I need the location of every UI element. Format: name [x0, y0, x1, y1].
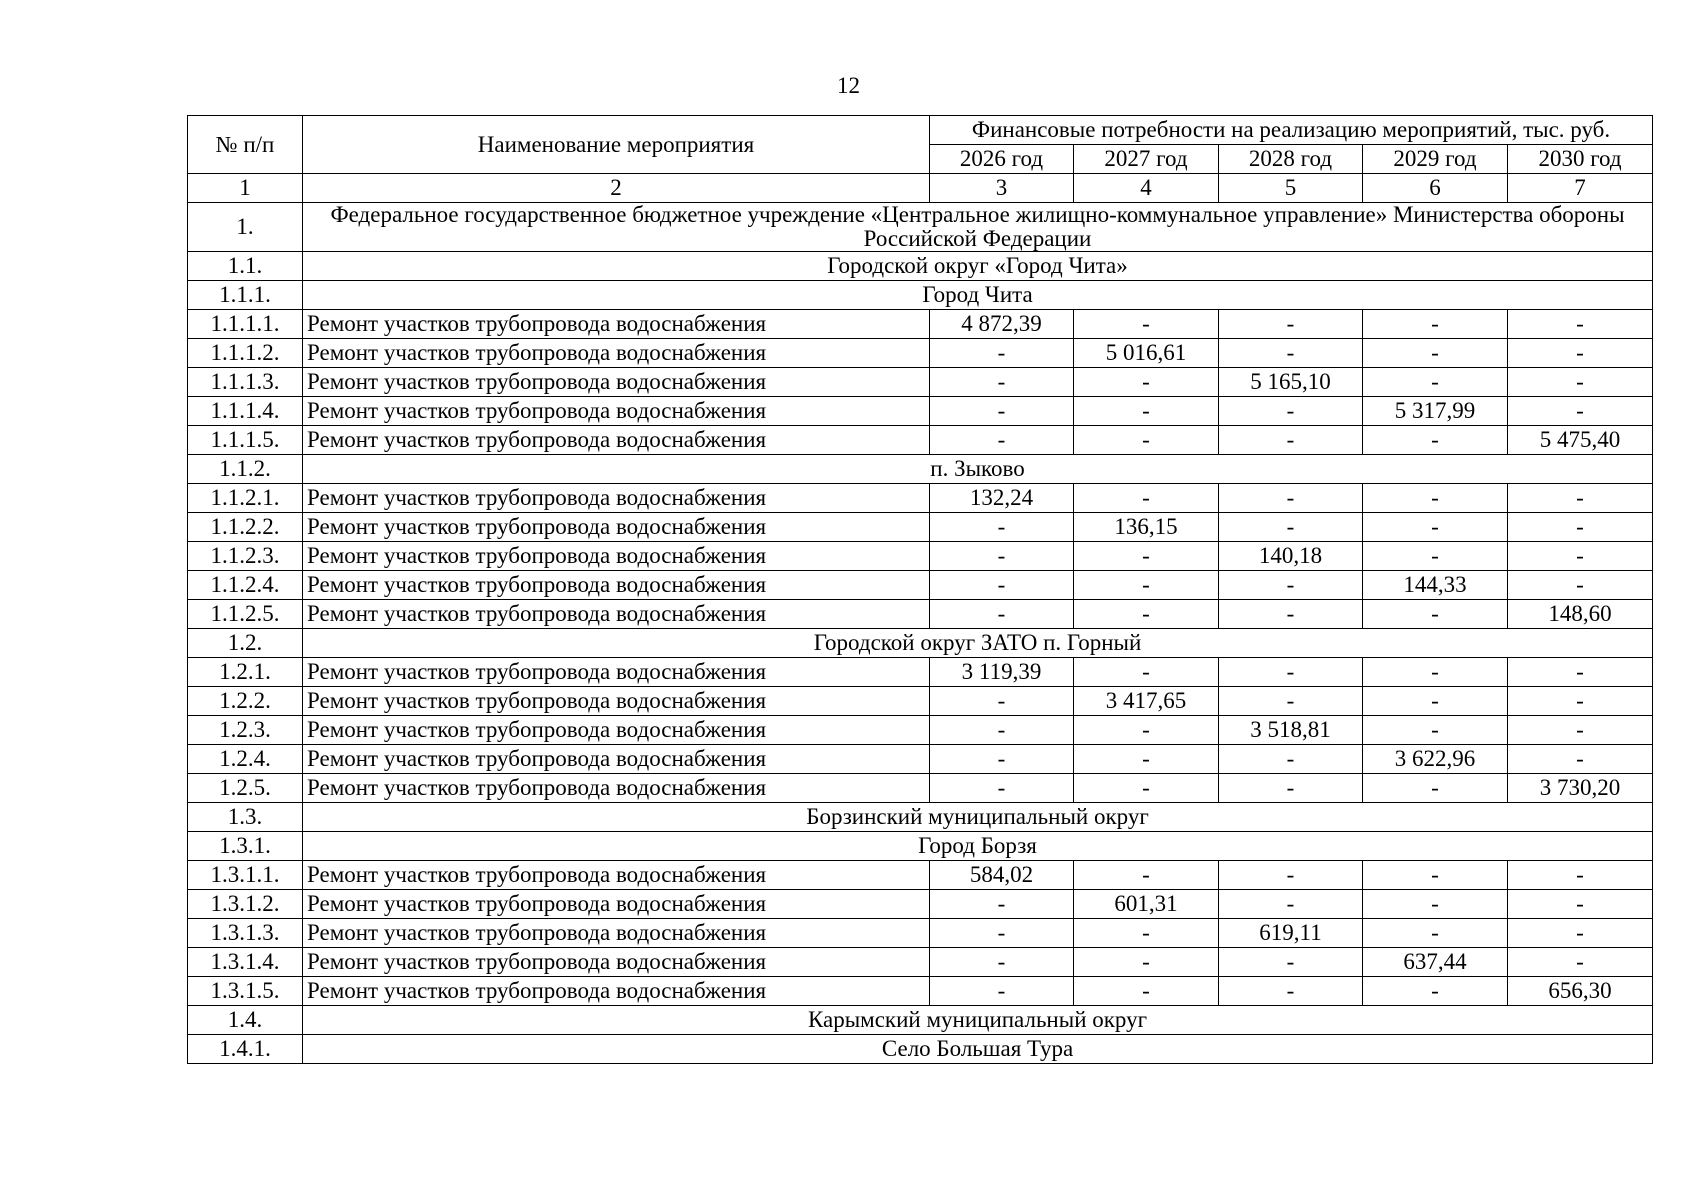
value-cell: - — [1508, 513, 1653, 542]
value-cell: - — [930, 513, 1074, 542]
value-cell: - — [1363, 658, 1508, 687]
value-cell: - — [1508, 948, 1653, 977]
measure-name: Ремонт участков трубопровода водоснабжения — [303, 339, 930, 368]
value-cell: - — [1363, 513, 1508, 542]
section-row — [188, 281, 1653, 310]
table-row — [188, 426, 1653, 455]
table-row — [188, 977, 1653, 1006]
value-cell: - — [930, 571, 1074, 600]
row-number: 1.3.1.3. — [188, 919, 303, 948]
value-cell: 619,11 — [1219, 919, 1363, 948]
value-cell: - — [1508, 716, 1653, 745]
value-cell: 5 317,99 — [1363, 397, 1508, 426]
value-cell: - — [930, 977, 1074, 1006]
value-cell: 637,44 — [1363, 948, 1508, 977]
value-cell: - — [1219, 658, 1363, 687]
table-row — [188, 484, 1653, 513]
row-number: 1.1.1.4. — [188, 397, 303, 426]
row-number: 1.3.1.1. — [188, 861, 303, 890]
value-cell: 3 417,65 — [1074, 687, 1219, 716]
value-cell: - — [1219, 339, 1363, 368]
col-number: 6 — [1363, 174, 1508, 203]
row-number: 1.2.4. — [188, 745, 303, 774]
table-row — [188, 861, 1653, 890]
page-number: 12 — [837, 73, 860, 98]
value-cell: - — [1508, 397, 1653, 426]
value-cell: - — [930, 890, 1074, 919]
value-cell: - — [1219, 890, 1363, 919]
row-number: 1.3.1. — [188, 832, 303, 861]
value-cell: 3 730,20 — [1508, 774, 1653, 803]
table-row — [188, 948, 1653, 977]
measure-name: Ремонт участков трубопровода водоснабжения — [303, 368, 930, 397]
value-cell: - — [1363, 890, 1508, 919]
value-cell: - — [1219, 861, 1363, 890]
value-cell: 144,33 — [1363, 571, 1508, 600]
row-number: 1.4.1. — [188, 1035, 303, 1064]
value-cell: - — [1508, 368, 1653, 397]
table-row — [188, 397, 1653, 426]
value-cell: - — [1219, 745, 1363, 774]
value-cell: - — [1363, 310, 1508, 339]
value-cell: - — [1219, 513, 1363, 542]
table-row — [188, 513, 1653, 542]
row-number: 1.3.1.4. — [188, 948, 303, 977]
measure-name: Ремонт участков трубопровода водоснабжения — [303, 774, 930, 803]
row-number: 1.1.2.2. — [188, 513, 303, 542]
value-cell: - — [930, 774, 1074, 803]
section-row — [188, 832, 1653, 861]
measure-name: Ремонт участков трубопровода водоснабжения — [303, 542, 930, 571]
value-cell: - — [1074, 774, 1219, 803]
table-row — [188, 571, 1653, 600]
row-number: 1.1.2.5. — [188, 600, 303, 629]
section-row — [188, 252, 1653, 281]
table-row — [188, 745, 1653, 774]
value-cell: - — [1219, 571, 1363, 600]
value-cell: - — [1363, 542, 1508, 571]
value-cell: 148,60 — [1508, 600, 1653, 629]
value-cell: - — [1508, 687, 1653, 716]
table-row — [188, 542, 1653, 571]
value-cell: - — [1363, 977, 1508, 1006]
value-cell: - — [1508, 890, 1653, 919]
col-number: 2 — [303, 174, 930, 203]
value-cell: - — [1074, 600, 1219, 629]
value-cell: - — [930, 397, 1074, 426]
header-name-col: Наименование мероприятия — [303, 116, 930, 174]
value-cell: - — [930, 687, 1074, 716]
row-number: 1.1.1.2. — [188, 339, 303, 368]
table-row — [188, 600, 1653, 629]
measure-name: Ремонт участков трубопровода водоснабжения — [303, 919, 930, 948]
section-row — [188, 629, 1653, 658]
header-year: 2029 год — [1363, 145, 1508, 174]
value-cell: 584,02 — [930, 861, 1074, 890]
value-cell: - — [1363, 774, 1508, 803]
value-cell: - — [1363, 426, 1508, 455]
value-cell: - — [930, 600, 1074, 629]
row-number: 1.1. — [188, 252, 303, 281]
measure-name: Ремонт участков трубопровода водоснабжения — [303, 745, 930, 774]
section-title: Городской округ «Город Чита» — [303, 252, 1653, 281]
header-row-top — [188, 116, 1653, 145]
value-cell: - — [930, 339, 1074, 368]
value-cell: - — [1074, 919, 1219, 948]
measure-name: Ремонт участков трубопровода водоснабжения — [303, 948, 930, 977]
header-year: 2027 год — [1074, 145, 1219, 174]
section-row — [188, 1035, 1653, 1064]
value-cell: - — [1074, 977, 1219, 1006]
value-cell: - — [1074, 948, 1219, 977]
row-number: 1.3.1.2. — [188, 890, 303, 919]
section-row — [188, 203, 1653, 252]
value-cell: - — [1219, 687, 1363, 716]
value-cell: - — [1219, 397, 1363, 426]
col-number: 4 — [1074, 174, 1219, 203]
value-cell: - — [1508, 484, 1653, 513]
measure-name: Ремонт участков трубопровода водоснабжения — [303, 310, 930, 339]
section-title: Федеральное государственное бюджетное учреждение «Центральное жилищно-коммунальное управление» Министерства обороны Российской Федерации — [303, 203, 1653, 252]
value-cell: - — [1363, 861, 1508, 890]
col-number: 1 — [188, 174, 303, 203]
header-row-col-numbers — [188, 174, 1653, 203]
header-num-col: № п/п — [188, 116, 303, 174]
value-cell: 5 475,40 — [1508, 426, 1653, 455]
measure-name: Ремонт участков трубопровода водоснабжения — [303, 513, 930, 542]
value-cell: - — [1508, 571, 1653, 600]
value-cell: - — [1219, 948, 1363, 977]
value-cell: - — [1074, 745, 1219, 774]
col-number: 5 — [1219, 174, 1363, 203]
value-cell: - — [1363, 484, 1508, 513]
measure-name: Ремонт участков трубопровода водоснабжения — [303, 716, 930, 745]
measure-name: Ремонт участков трубопровода водоснабжения — [303, 890, 930, 919]
row-number: 1. — [188, 203, 303, 252]
measure-name: Ремонт участков трубопровода водоснабжения — [303, 484, 930, 513]
row-number: 1.1.1.1. — [188, 310, 303, 339]
value-cell: 5 016,61 — [1074, 339, 1219, 368]
value-cell: - — [930, 426, 1074, 455]
value-cell: - — [1219, 310, 1363, 339]
table-row — [188, 368, 1653, 397]
section-title: Карымский муниципальный округ — [303, 1006, 1653, 1035]
value-cell: - — [1508, 339, 1653, 368]
header-finance-group: Финансовые потребности на реализацию мероприятий, тыс. руб. — [930, 116, 1653, 145]
value-cell: - — [1074, 426, 1219, 455]
value-cell: 132,24 — [930, 484, 1074, 513]
table-row — [188, 687, 1653, 716]
header-year: 2028 год — [1219, 145, 1363, 174]
value-cell: - — [1508, 310, 1653, 339]
value-cell: - — [1363, 600, 1508, 629]
section-row — [188, 455, 1653, 484]
value-cell: 140,18 — [1219, 542, 1363, 571]
header-year: 2030 год — [1508, 145, 1653, 174]
measure-name: Ремонт участков трубопровода водоснабжения — [303, 397, 930, 426]
value-cell: - — [1219, 600, 1363, 629]
row-number: 1.2.5. — [188, 774, 303, 803]
table-row — [188, 774, 1653, 803]
measure-name: Ремонт участков трубопровода водоснабжения — [303, 658, 930, 687]
value-cell: 3 622,96 — [1363, 745, 1508, 774]
value-cell: - — [1074, 571, 1219, 600]
table-row — [188, 339, 1653, 368]
value-cell: - — [930, 948, 1074, 977]
value-cell: - — [1074, 542, 1219, 571]
value-cell: - — [1074, 658, 1219, 687]
value-cell: - — [930, 919, 1074, 948]
value-cell: - — [1074, 368, 1219, 397]
row-number: 1.4. — [188, 1006, 303, 1035]
row-number: 1.1.2.4. — [188, 571, 303, 600]
value-cell: - — [1074, 716, 1219, 745]
row-number: 1.1.2. — [188, 455, 303, 484]
value-cell: - — [1363, 919, 1508, 948]
table-row — [188, 658, 1653, 687]
value-cell: - — [1074, 397, 1219, 426]
row-number: 1.1.2.1. — [188, 484, 303, 513]
measure-name: Ремонт участков трубопровода водоснабжения — [303, 571, 930, 600]
value-cell: - — [1219, 977, 1363, 1006]
measure-name: Ремонт участков трубопровода водоснабжения — [303, 977, 930, 1006]
value-cell: 136,15 — [1074, 513, 1219, 542]
value-cell: 601,31 — [1074, 890, 1219, 919]
measure-name: Ремонт участков трубопровода водоснабжения — [303, 687, 930, 716]
value-cell: - — [1219, 484, 1363, 513]
value-cell: 5 165,10 — [1219, 368, 1363, 397]
section-title: Город Борзя — [303, 832, 1653, 861]
value-cell: - — [1508, 658, 1653, 687]
value-cell: - — [1219, 426, 1363, 455]
value-cell: - — [1363, 339, 1508, 368]
value-cell: - — [930, 542, 1074, 571]
value-cell: - — [1219, 774, 1363, 803]
section-title: Борзинский муниципальный округ — [303, 803, 1653, 832]
value-cell: - — [930, 368, 1074, 397]
value-cell: - — [1508, 745, 1653, 774]
row-number: 1.3. — [188, 803, 303, 832]
col-number: 3 — [930, 174, 1074, 203]
value-cell: - — [1508, 861, 1653, 890]
value-cell: 3 119,39 — [930, 658, 1074, 687]
row-number: 1.1.1. — [188, 281, 303, 310]
row-number: 1.2.2. — [188, 687, 303, 716]
row-number: 1.2. — [188, 629, 303, 658]
value-cell: - — [930, 745, 1074, 774]
table-row — [188, 919, 1653, 948]
row-number: 1.1.2.3. — [188, 542, 303, 571]
header-year: 2026 год — [930, 145, 1074, 174]
table-row — [188, 890, 1653, 919]
value-cell: - — [1508, 542, 1653, 571]
section-title: Город Чита — [303, 281, 1653, 310]
financial-needs-table — [187, 115, 1653, 1064]
value-cell: 656,30 — [1508, 977, 1653, 1006]
value-cell: 4 872,39 — [930, 310, 1074, 339]
section-title: Городской округ ЗАТО п. Горный — [303, 629, 1653, 658]
value-cell: - — [1074, 310, 1219, 339]
row-number: 1.2.3. — [188, 716, 303, 745]
value-cell: - — [930, 716, 1074, 745]
measure-name: Ремонт участков трубопровода водоснабжения — [303, 861, 930, 890]
value-cell: - — [1074, 861, 1219, 890]
measure-name: Ремонт участков трубопровода водоснабжения — [303, 600, 930, 629]
section-row — [188, 803, 1653, 832]
row-number: 1.1.1.3. — [188, 368, 303, 397]
value-cell: - — [1363, 687, 1508, 716]
measure-name: Ремонт участков трубопровода водоснабжения — [303, 426, 930, 455]
value-cell: - — [1508, 919, 1653, 948]
section-title: Село Большая Тура — [303, 1035, 1653, 1064]
section-title: п. Зыково — [303, 455, 1653, 484]
table-row — [188, 310, 1653, 339]
col-number: 7 — [1508, 174, 1653, 203]
row-number: 1.3.1.5. — [188, 977, 303, 1006]
table-row — [188, 716, 1653, 745]
row-number: 1.2.1. — [188, 658, 303, 687]
value-cell: - — [1363, 368, 1508, 397]
section-row — [188, 1006, 1653, 1035]
value-cell: 3 518,81 — [1219, 716, 1363, 745]
row-number: 1.1.1.5. — [188, 426, 303, 455]
value-cell: - — [1363, 716, 1508, 745]
value-cell: - — [1074, 484, 1219, 513]
table-body — [188, 116, 1653, 1064]
